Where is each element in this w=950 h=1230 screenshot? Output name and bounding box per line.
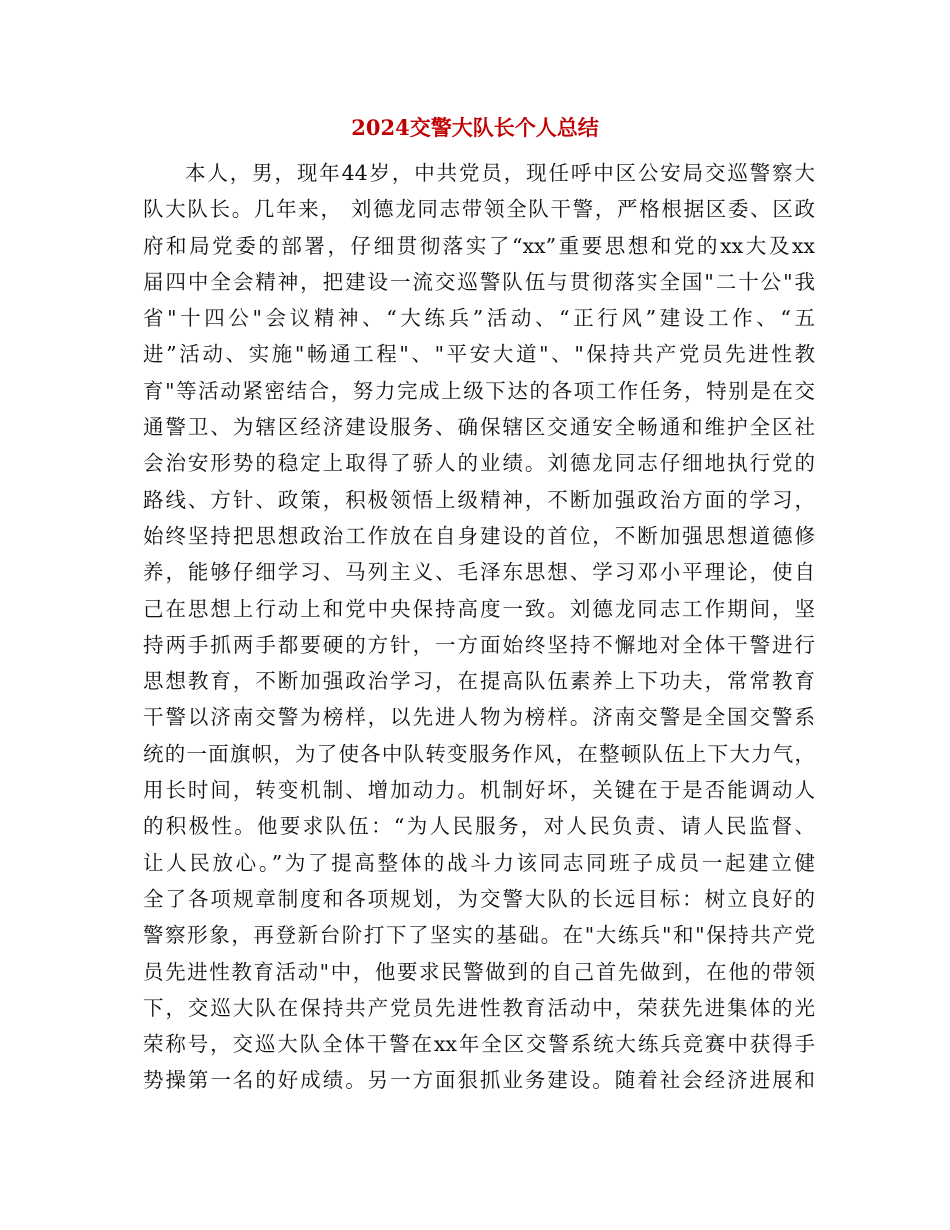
paragraph-line: 让人民放心。”为了提高整体的战斗力该同志同班子成员一起建立健 [143, 850, 815, 875]
paragraph-line: 会治安形势的稳定上取得了骄人的业绩。刘德龙同志仔细地执行党的 [143, 451, 815, 476]
paragraph-line: 通警卫、为辖区经济建设服务、确保辖区交通安全畅通和维护全区社 [143, 415, 815, 440]
paragraph-line: 全了各项规章制度和各项规划，为交警大队的长远目标：树立良好的 [143, 886, 815, 911]
paragraph-line: 用长时间，转变机制、增加动力。机制好坏，关键在于是否能调动人 [143, 778, 815, 803]
paragraph-line: 的积极性。他要求队伍：“为人民服务，对人民负责、请人民监督、 [143, 814, 815, 839]
paragraph-line: 持两手抓两手都要硬的方针，一方面始终坚持不懈地对全体干警进行 [143, 632, 815, 657]
paragraph-line: 育"等活动紧密结合，努力完成上级下达的各项工作任务，特别是在交 [143, 378, 815, 403]
paragraph-line: 本人，男，现年44岁，中共党员，现任呼中区公安局交巡警察大 [185, 161, 815, 185]
paragraph-line: 干警以济南交警为榜样，以先进人物为榜样。济南交警是全国交警系 [143, 705, 815, 730]
paragraph-line: 队大队长。几年来， 刘德龙同志带领全队干警，严格根据区委、区政 [143, 197, 815, 222]
paragraph-line: 始终坚持把思想政治工作放在自身建设的首位，不断加强思想道德修 [143, 523, 815, 548]
paragraph-line: 府和局党委的部署，仔细贯彻落实了“xx”重要思想和党的xx大及xx [143, 233, 815, 258]
paragraph-line: 养，能够仔细学习、马列主义、毛泽东思想、学习邓小平理论，使自 [143, 560, 815, 585]
paragraph-line: 统的一面旗帜，为了使各中队转变服务作风，在整顿队伍上下大力气， [143, 741, 815, 766]
document-title: 2024交警大队长个人总结 [351, 115, 599, 140]
paragraph-line: 届四中全会精神，把建设一流交巡警队伍与贯彻落实全国"二十公"我 [143, 269, 815, 294]
paragraph-line: 思想教育，不断加强政治学习，在提高队伍素养上下功夫，常常教育 [143, 669, 815, 694]
document-body [143, 155, 815, 1099]
paragraph-line: 下，交巡大队在保持共产党员先进性教育活动中，荣获先进集体的光 [143, 995, 815, 1020]
paragraph-line: 势操第一名的好成绩。另一方面狠抓业务建设。随着社会经济进展和 [143, 1068, 815, 1093]
paragraph-line: 警察形象，再登新台阶打下了坚实的基础。在"大练兵"和"保持共产党 [143, 923, 815, 948]
paragraph-line: 荣称号，交巡大队全体干警在xx年全区交警系统大练兵竞赛中获得手 [143, 1032, 815, 1057]
paragraph-line: 己在思想上行动上和党中央保持高度一致。刘德龙同志工作期间，坚 [143, 596, 815, 621]
paragraph-line: 省"十四公"会议精神、“大练兵”活动、“正行风”建设工作、“五 [143, 306, 815, 331]
paragraph-line: 进”活动、实施"畅通工程"、"平安大道"、"保持共产党员先进性教 [143, 342, 815, 367]
paragraph-line: 员先进性教育活动"中，他要求民警做到的自己首先做到，在他的带领 [143, 959, 815, 984]
paragraph-line: 路线、方针、政策，积极领悟上级精神，不断加强政治方面的学习， [143, 487, 815, 512]
